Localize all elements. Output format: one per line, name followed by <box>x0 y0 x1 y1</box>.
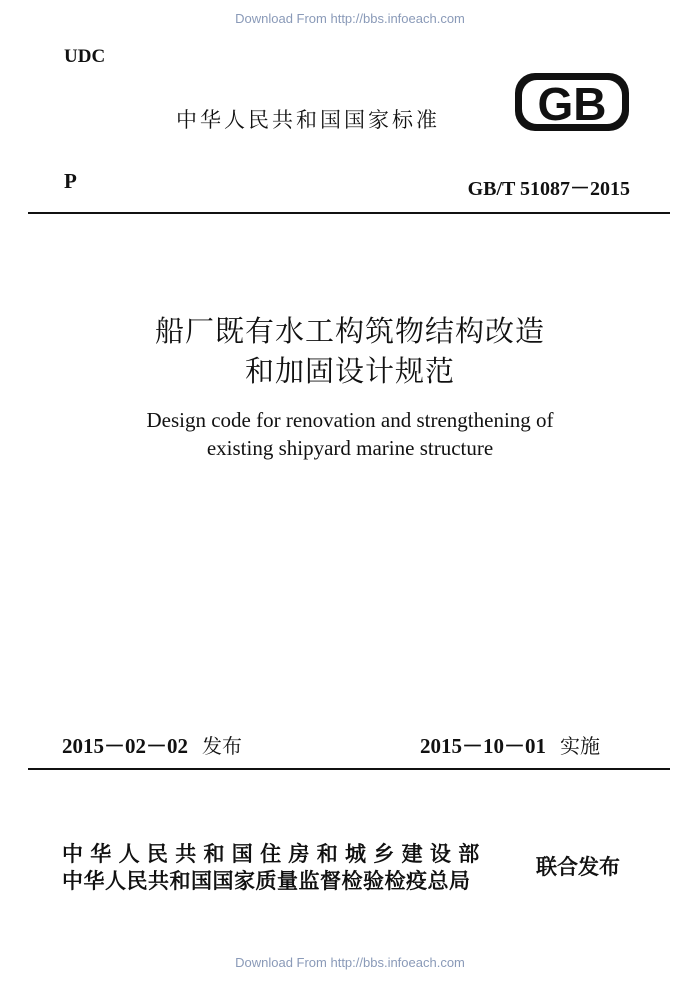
title-cn-line2: 和加固设计规范 <box>244 354 455 388</box>
joint-issue-label: 联合发布 <box>536 855 620 879</box>
issuer-line2: 中华人民共和国国家质量监督检验检疫总局 <box>62 869 471 893</box>
issue-date-group <box>62 730 242 760</box>
national-standard-title: 中华人民共和国国家标准 <box>176 108 440 132</box>
title-en-line1: Design code for renovation and strengthening of <box>146 408 554 432</box>
gb-logo-text: GB <box>537 78 607 130</box>
title-cn-line1: 船厂既有水工构筑物结构改造 <box>154 314 545 348</box>
watermark-bottom: Download From http://bbs.infoeach.com <box>235 955 465 970</box>
title-en-line2: existing shipyard marine structure <box>206 436 494 460</box>
gb-logo <box>512 70 632 134</box>
bottom-rule <box>28 768 670 770</box>
watermark-top: Download From http://bbs.infoeach.com <box>235 11 465 26</box>
issue-label: 发布 <box>202 734 242 758</box>
implement-label: 实施 <box>560 734 600 758</box>
issue-date: 2015－02－02 <box>62 734 188 758</box>
category-code: P <box>64 169 77 193</box>
top-rule <box>28 212 670 214</box>
issuer-line1: 中华人民共和国住房和城乡建设部 <box>62 842 487 866</box>
implement-date: 2015－10－01 <box>420 734 546 758</box>
implement-date-group <box>420 730 600 760</box>
udc-label: UDC <box>64 46 106 67</box>
standard-number: GB/T 51087－2015 <box>467 178 630 200</box>
